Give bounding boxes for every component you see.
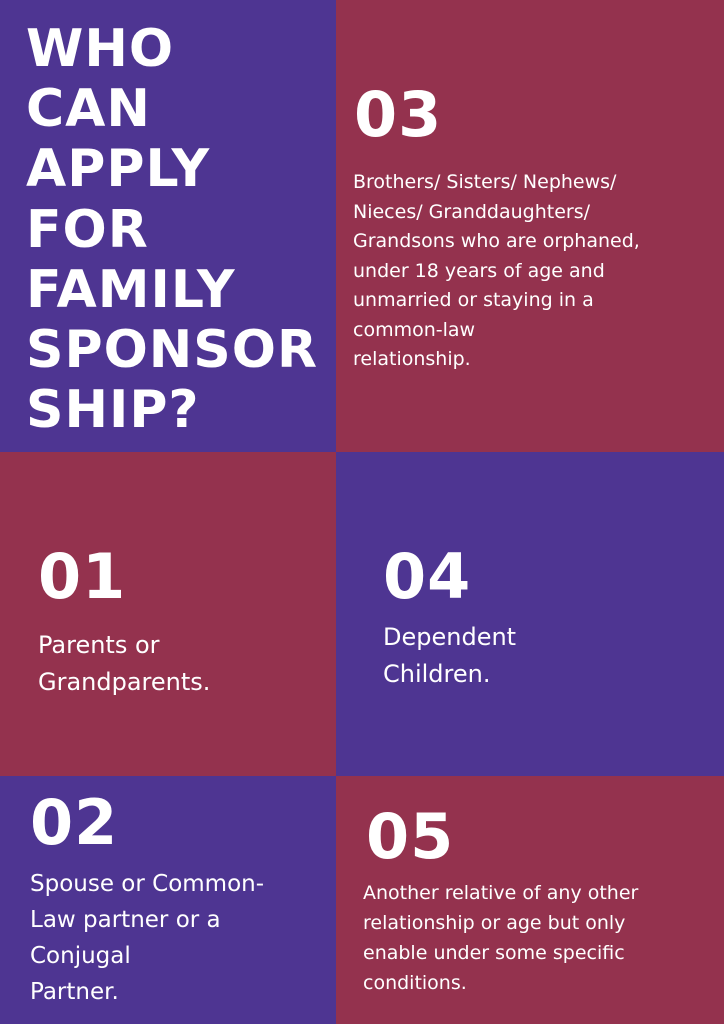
item-text-02: Spouse or Common- Law partner or a Conjugal Partner. — [30, 871, 265, 1005]
item-number-05: 05 — [366, 800, 455, 873]
title-line-7: SHIP? — [26, 380, 200, 440]
panel-01 — [0, 452, 336, 776]
item-text-05: Another relative of any other relationship or age but only enable under some specific conditions. — [363, 882, 639, 994]
panel-03 — [336, 0, 724, 452]
panel-02 — [0, 776, 336, 1024]
title-line-6: SPONSOR — [26, 320, 318, 380]
title-line-4: FOR — [26, 200, 149, 260]
title-line-2: CAN — [26, 79, 151, 139]
panel-04 — [336, 452, 724, 776]
panel-05 — [336, 776, 724, 1024]
item-number-01: 01 — [38, 540, 127, 613]
title-line-5: FAMILY — [26, 260, 236, 320]
item-text-03: Brothers/ Sisters/ Nephews/ Nieces/ Granddaughters/ Grandsons who are orphaned, under 18 years of age and unmarried or staying in a common-law relationship. — [353, 171, 640, 370]
title-line-3: APPLY — [26, 139, 211, 199]
item-text-01: Parents or Grandparents. — [38, 631, 211, 696]
item-number-03: 03 — [354, 78, 443, 151]
title-line-1: WHO — [26, 19, 175, 79]
item-number-04: 04 — [383, 540, 472, 613]
item-number-02: 02 — [30, 786, 119, 859]
title-panel — [0, 0, 336, 452]
item-text-04: Dependent Children. — [383, 623, 517, 688]
